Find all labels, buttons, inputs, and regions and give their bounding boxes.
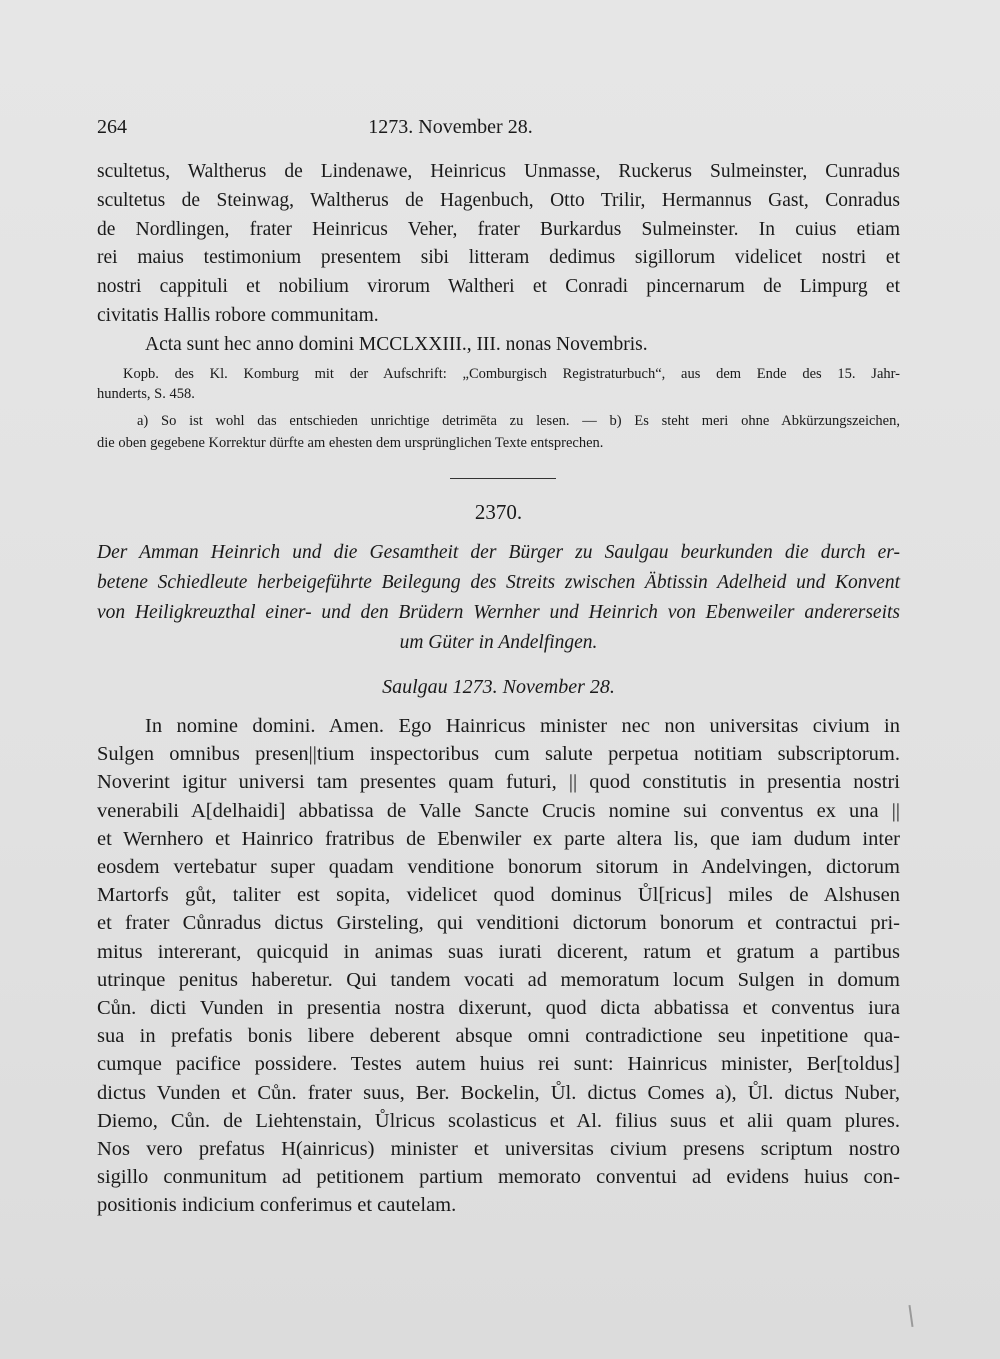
- footnote-line: die oben gegebene Korrektur dürfte am ehesten dem ursprünglichen Texte entsprechen.: [97, 435, 604, 451]
- text-line: rei maius testimonium presentem sibi litteram dedimus sigillorum videlicet nostri et: [97, 247, 900, 269]
- charter-line: Noverint igitur universi tam presentes quam futuri, || quod constitutis in presentia nostri: [97, 771, 900, 794]
- charter-line: eosdem vertebatur super quadam venditione bonorum sitorum in Andelvingen, dictorum: [97, 856, 900, 879]
- charter-line: Nos vero prefatus H(ainricus) minister et universitas civium presens scriptum nostro: [97, 1138, 900, 1161]
- regest-line: von Heiligkreuzthal einer- und den Brüdern Wernher und Heinrich von Ebenweiler andererseits: [97, 602, 900, 623]
- margin-mark: [908, 1305, 913, 1327]
- previous-document-text: [97, 158, 900, 360]
- acta-line: Acta sunt hec anno domini MCCLXXIII., III. nonas Novembris.: [145, 333, 648, 355]
- page-number: 264: [97, 116, 127, 138]
- charter-line: mitus intererant, quicquid in animas suas iurati dicerent, ratum et gratum a partibus: [97, 940, 900, 963]
- source-citation: [97, 364, 900, 404]
- charter-line: Sulgen omnibus presen||tium inspectoribus cum salute perpetua notitiam subscriptorum.: [97, 743, 900, 766]
- text-line: nostri cappituli et nobilium virorum Waltheri et Conradi pincernarum de Limpurg et: [97, 276, 900, 298]
- charter-line: Diemo, Cůn. de Liehtenstain, Ůlricus scolasticus et Al. filius suus et alii quam plures.: [97, 1109, 900, 1132]
- charter-line: sigillo conmunitum ad petitionem partium memorato conventui ad evidens huius con-: [97, 1166, 900, 1189]
- text-line: scultetus de Steinwag, Waltherus de Hagenbuch, Otto Trilir, Hermannus Gast, Conradus: [97, 189, 900, 211]
- charter-line: positionis indicium conferimus et cautelam.: [97, 1194, 457, 1217]
- regest: [97, 538, 900, 658]
- footnotes: [97, 410, 900, 454]
- regest-line: betene Schiedleute herbeigeführte Beilegung des Streits zwischen Äbtissin Adelheid und Konvent: [97, 572, 900, 593]
- regest-line: um Güter in Andelfingen.: [399, 632, 598, 653]
- text-line: scultetus, Waltherus de Lindenawe, Heinricus Unmasse, Ruckerus Sulmeinster, Cunradus: [97, 161, 900, 182]
- place-and-date: Saulgau 1273. November 28.: [382, 676, 615, 698]
- header-date: 1273. November 28.: [368, 116, 533, 138]
- charter-line: In nomine domini. Amen. Ego Hainricus minister nec non universitas civium in: [145, 715, 900, 737]
- charter-line: sua in prefatis bonis libere deberent absque omni contradictione seu inpetitione qua-: [97, 1025, 900, 1048]
- footnote-line: a) So ist wohl das entschieden unrichtige detrimēta zu lesen. — b) Es steht meri ohne Abkürzungszeichen,: [137, 413, 900, 429]
- section-divider: [450, 478, 556, 479]
- charter-line: Martorfs gůt, taliter est sopita, videlicet quod dominus Ůl[ricus] miles de Alshusen: [97, 884, 900, 907]
- charter-line: utrinque penitus haberetur. Qui tandem vocati ad memoratum locum Sulgen in domum: [97, 968, 900, 991]
- source-line: Kopb. des Kl. Komburg mit der Aufschrift: „Comburgisch Registraturbuch“, aus dem Ende des 15. Jahr-: [123, 366, 900, 382]
- text-line: de Nordlingen, frater Heinricus Veher, frater Burkardus Sulmeinster. In cuius etiam: [97, 218, 900, 240]
- charter-text: [97, 712, 900, 1220]
- previous-document-paragraph: [97, 158, 900, 360]
- running-header: [97, 116, 900, 144]
- charter-line: et frater Cůnradus dictus Girsteling, qui venditioni dictorum bonorum et contractui pri-: [97, 912, 900, 935]
- regest-line: Der Amman Heinrich und die Gesamtheit der Bürger zu Saulgau beurkunden die durch er-: [97, 542, 900, 563]
- charter-line: et Wernhero et Hainrico fratribus de Ebenwiler ex parte altera lis, que iam dudum inter: [97, 827, 900, 850]
- charter-line: Cůn. dicti Vunden in presentia nostra dixerunt, quod dicta abbatissa et conventus iura: [97, 997, 900, 1020]
- source-line: hunderts, S. 458.: [97, 386, 195, 402]
- document-number: 2370.: [474, 500, 523, 524]
- charter-line: cumque pacifice possidere. Testes autem huius rei sunt: Hainricus minister, Ber[toldus]: [97, 1053, 900, 1076]
- text-line: civitatis Hallis robore communitam.: [97, 304, 379, 326]
- charter-line: venerabili A[delhaidi] abbatissa de Valle Sancte Crucis nomine sui conventus ex una ||: [97, 799, 900, 822]
- charter-line: dictus Vunden et Cůn. frater suus, Ber. Bockelin, Ůl. dictus Comes a), Ůl. dictus Nuber,: [97, 1081, 900, 1104]
